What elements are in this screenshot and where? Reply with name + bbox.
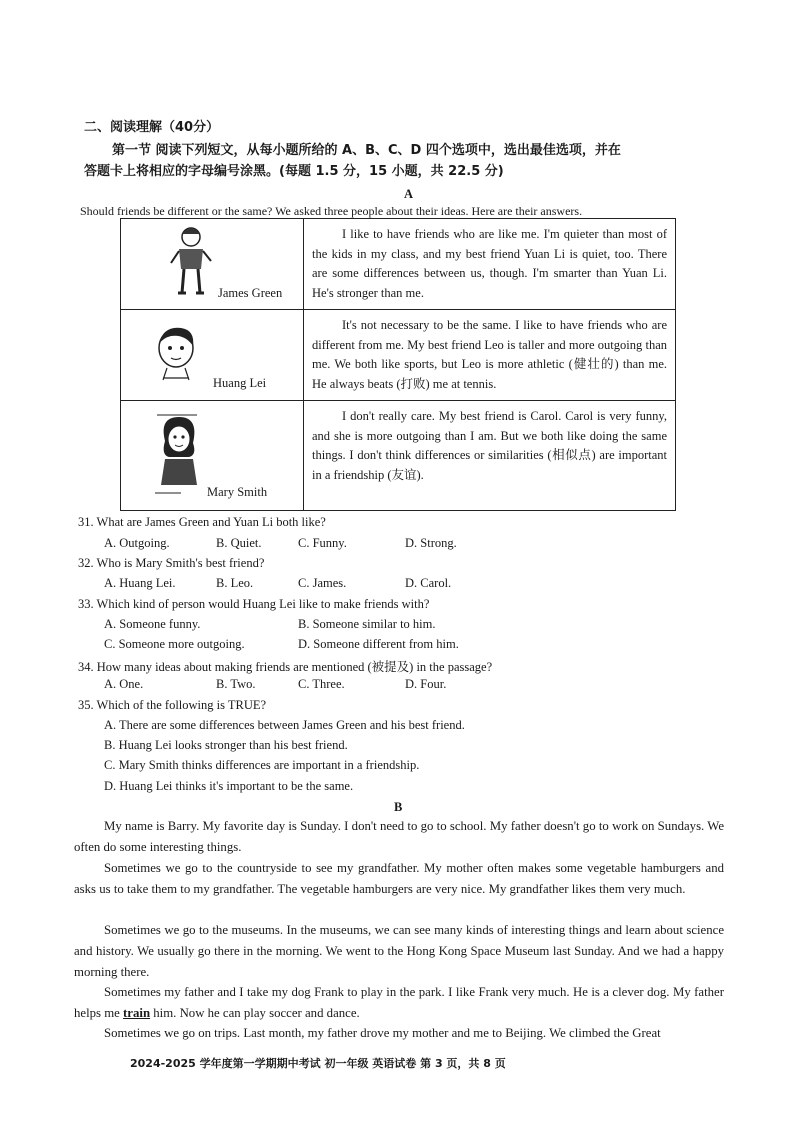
passage-b-paragraph-2: Sometimes we go to the countryside to see my grandfather. My mother often makes some vegetable hamburgers and asks us to take them to my grandfather. The vegetable hamburgers are very nice. My grandfather likes them very much. <box>74 861 724 896</box>
paragraph-text: him. Now he can play soccer and dance. <box>150 1005 360 1020</box>
passage-b-paragraph-1: My name is Barry. My favorite day is Sunday. I don't need to go to school. My father doesn't go to work on Sundays. We often do some interesting things. <box>74 819 724 854</box>
people-table <box>120 218 676 511</box>
boy-figure-icon <box>169 225 213 297</box>
option-a[interactable]: A. There are some differences between James Green and his best friend. <box>104 718 465 732</box>
option-a[interactable]: A. One. <box>104 677 144 691</box>
passage-b-paragraph-3: Sometimes we go to the museums. In the museums, we can see many kinds of interesting things and learn about science and history. We usually go there in the morning. We went to the Hong Kong Space Museum last Sunday. And we had a happy morning there. <box>74 923 724 979</box>
option-d[interactable]: D. Someone different from him. <box>298 637 459 651</box>
option-d[interactable]: D. Huang Lei thinks it's important to be the same. <box>104 779 354 793</box>
option-b[interactable]: B. Huang Lei looks stronger than his best friend. <box>104 738 348 752</box>
table-row <box>121 401 676 511</box>
highlighted-word: train <box>123 1005 151 1020</box>
option-c[interactable]: C. Funny. <box>298 536 347 550</box>
option-a[interactable]: A. Huang Lei. <box>104 576 176 590</box>
option-b[interactable]: B. Someone similar to him. <box>298 617 436 631</box>
question-35: 35. Which of the following is TRUE? <box>78 698 267 712</box>
person-cell <box>121 219 304 310</box>
person-name: Huang Lei <box>213 376 267 390</box>
option-c[interactable]: C. James. <box>298 576 347 590</box>
passage-a-label: A <box>404 187 414 201</box>
person-cell <box>121 401 304 511</box>
question-31: 31. What are James Green and Yuan Li both like? <box>78 515 326 529</box>
boy-face-icon <box>151 322 201 382</box>
passage-b-label: B <box>394 800 403 814</box>
person-statement: I don't really care. My best friend is Carol. Carol is very funny, and she is more outgoing than I am. But we both like doing the same things. I don't think differences or similarities (相似点) are important in a friendship (友谊). <box>304 401 676 511</box>
passage-a-intro: Should friends be different or the same? We asked three people about their ideas. Here are their answers. <box>80 204 583 218</box>
section-title: 二、阅读理解（40分） <box>84 120 220 135</box>
instructions-line-2: 答题卡上将相应的字母编号涂黑。(每题 1.5 分，15 小题，共 22.5 分) <box>84 164 504 179</box>
option-b[interactable]: B. Leo. <box>216 576 254 590</box>
passage-b-paragraph-4 <box>74 982 724 1024</box>
question-32: 32. Who is Mary Smith's best friend? <box>78 556 265 570</box>
instructions-line-1: 第一节 阅读下列短文，从每小题所给的 A、B、C、D 四个选项中，选出最佳选项，并在 <box>112 143 621 158</box>
person-name: James Green <box>218 286 283 300</box>
option-d[interactable]: D. Four. <box>405 677 447 691</box>
option-c[interactable]: C. Someone more outgoing. <box>104 637 245 651</box>
option-c[interactable]: C. Mary Smith thinks differences are important in a friendship. <box>104 758 420 772</box>
table-row <box>121 310 676 401</box>
option-d[interactable]: D. Strong. <box>405 536 457 550</box>
passage-b-paragraph-5: Sometimes we go on trips. Last month, my father drove my mother and me to Beijing. We climbed the Great <box>104 1026 661 1040</box>
person-cell <box>121 310 304 401</box>
paragraph-text: Sometimes my father and I take my dog Frank to play in the park. I like Frank very much. He is a clever dog. My father helps me <box>74 985 724 1020</box>
option-a[interactable]: A. Someone funny. <box>104 617 201 631</box>
question-34: 34. How many ideas about making friends are mentioned (被提及) in the passage? <box>78 660 493 674</box>
person-name: Mary Smith <box>207 485 268 499</box>
option-b[interactable]: B. Two. <box>216 677 256 691</box>
option-d[interactable]: D. Carol. <box>405 576 452 590</box>
question-33: 33. Which kind of person would Huang Lei like to make friends with? <box>78 597 430 611</box>
option-a[interactable]: A. Outgoing. <box>104 536 170 550</box>
option-c[interactable]: C. Three. <box>298 677 345 691</box>
option-b[interactable]: B. Quiet. <box>216 536 262 550</box>
person-statement: I like to have friends who are like me. I'm quieter than most of the kids in my class, and my best friend Yuan Li is quiet, too. There are some differences between us, though. I'm smarter than Yuan Li. He's stronger than me. <box>304 219 676 310</box>
page-footer: 2024-2025 学年度第一学期期中考试 初一年级 英语试卷 第 3 页，共 8 页 <box>130 1057 506 1070</box>
table-row <box>121 219 676 310</box>
person-statement: It's not necessary to be the same. I like to have friends who are different from me. My best friend Leo is taller and more outgoing than me. We both like sports, but Leo is more athletic (健壮的) than me. He always beats (打败) me at tennis. <box>304 310 676 401</box>
girl-figure-icon <box>151 411 207 499</box>
